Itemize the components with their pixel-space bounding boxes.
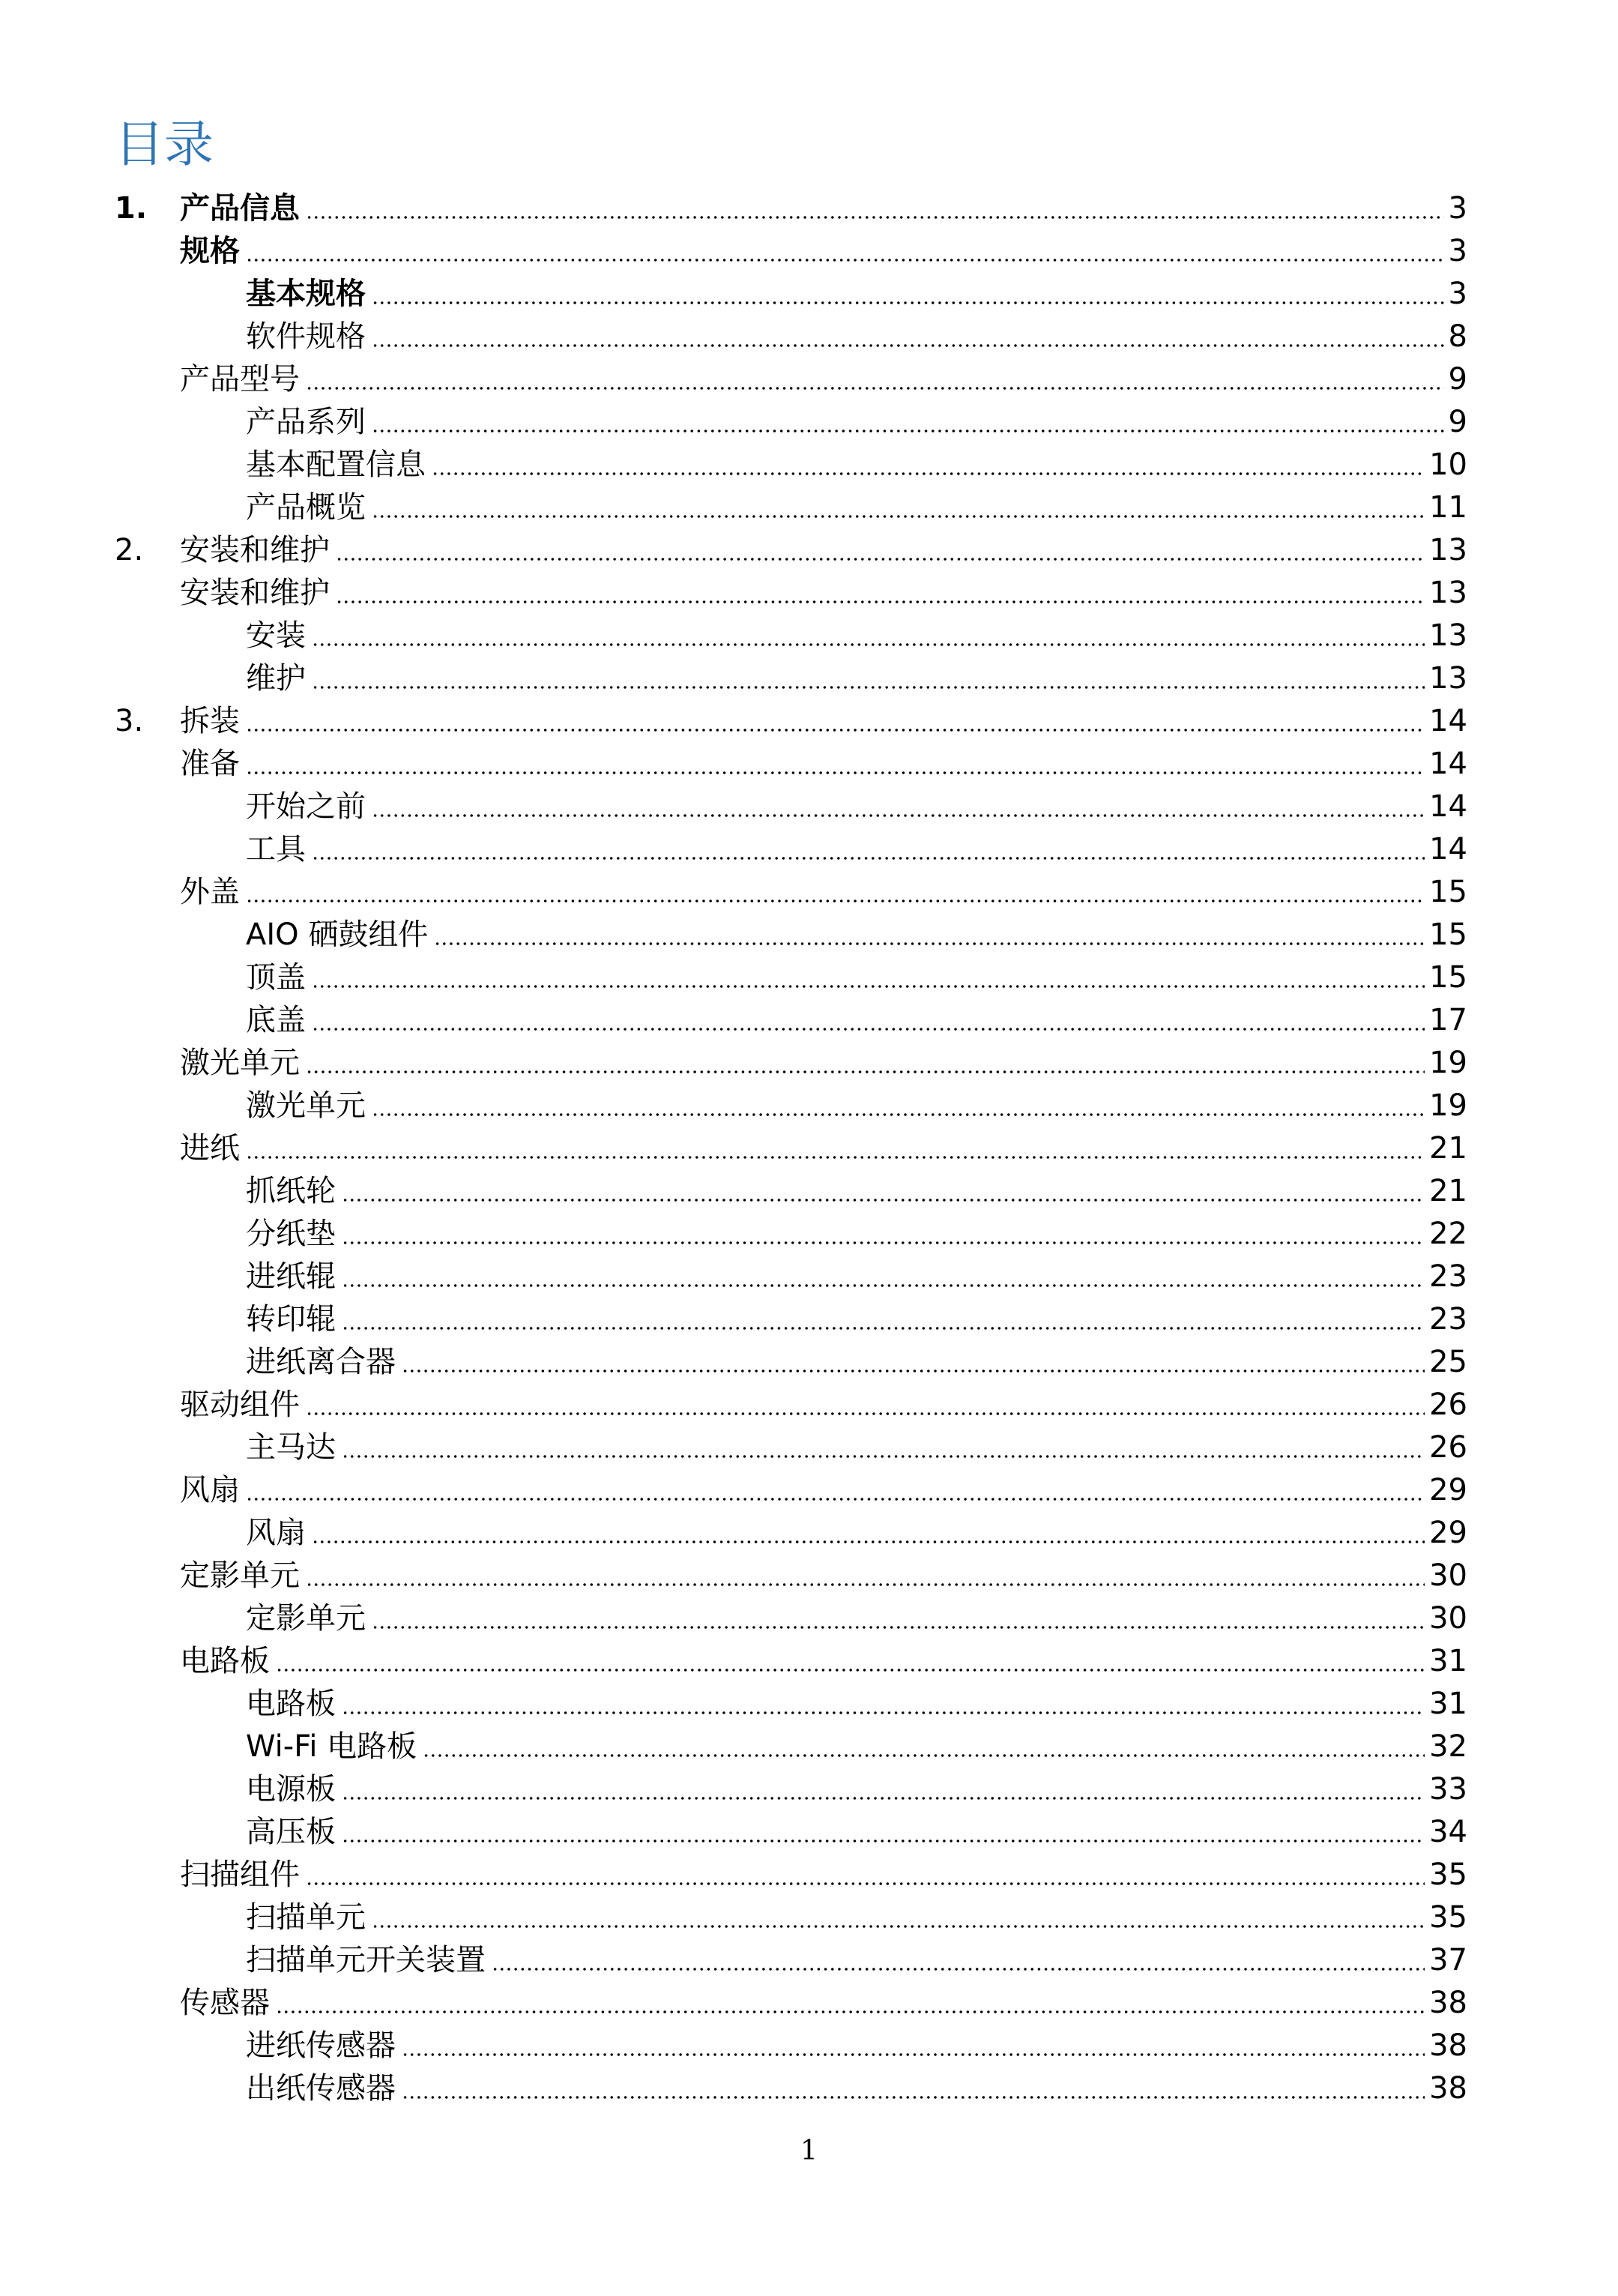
dot-leader [246,259,1444,262]
dot-leader [306,1412,1425,1415]
dot-leader [312,686,1425,689]
dot-leader [342,1797,1425,1800]
toc-entry-title: 转印辊 [246,1302,336,1337]
toc-entry-title: 定影单元 [180,1558,300,1593]
toc-entry[interactable] [115,1039,1467,1082]
toc-entry-title: 拆装 [180,704,240,738]
toc-entry[interactable] [115,1423,1467,1466]
toc-entry-title: 安装和维护 [180,533,330,567]
dot-leader [312,643,1425,646]
toc-entry-title: 基本配置信息 [246,448,426,482]
toc-entry[interactable] [115,1295,1467,1338]
toc-entry[interactable] [115,1765,1467,1808]
dot-leader [372,1925,1425,1928]
toc-entry-title: 工具 [246,832,306,867]
dot-leader [342,1327,1425,1330]
toc-entry-page: 32 [1429,1729,1467,1764]
page-title: 目录 [115,115,214,173]
toc-entry-page: 10 [1429,448,1467,482]
toc-entry-page: 14 [1429,747,1467,781]
toc-entry-page: 23 [1429,1302,1467,1337]
dot-leader [423,1754,1425,1757]
toc-entry-title: 扫描单元开关装置 [246,1943,486,1977]
toc-entry-title: Wi-Fi 电路板 [246,1729,417,1764]
toc-entry[interactable] [115,1381,1467,1423]
toc-entry-page: 19 [1429,1088,1467,1123]
dot-leader [372,344,1444,347]
dot-leader [372,430,1444,433]
toc-entry[interactable] [115,1210,1467,1253]
toc-entry-page: 21 [1429,1131,1467,1166]
toc-entry-page: 38 [1429,1986,1467,2020]
toc-entry-title: 电源板 [246,1772,336,1807]
toc-entry[interactable] [115,654,1467,697]
toc-entry-page: 30 [1429,1601,1467,1636]
toc-entry-title: 顶盖 [246,960,306,995]
dot-leader [342,1455,1425,1458]
toc-entry-page: 34 [1429,1815,1467,1849]
table-of-contents [115,184,1467,2107]
toc-entry[interactable] [115,184,1467,227]
dot-leader [306,387,1444,390]
toc-entry[interactable] [115,612,1467,654]
toc-entry[interactable] [115,1338,1467,1381]
toc-entry[interactable] [115,1509,1467,1552]
dot-leader [312,857,1425,860]
toc-entry[interactable] [115,441,1467,483]
toc-entry-page: 33 [1429,1772,1467,1807]
toc-entry[interactable] [115,1552,1467,1594]
dot-leader [372,515,1425,518]
toc-entry[interactable] [115,2022,1467,2064]
toc-entry-page: 14 [1429,704,1467,738]
toc-entry[interactable] [115,1979,1467,2022]
toc-entry-title: 分纸垫 [246,1217,336,1251]
toc-entry-page: 3 [1448,191,1467,226]
toc-entry[interactable] [115,355,1467,398]
toc-entry[interactable] [115,911,1467,953]
dot-leader [306,1882,1425,1885]
toc-entry-number: 1. [115,191,148,226]
dot-leader [312,985,1425,988]
toc-entry[interactable] [115,313,1467,355]
toc-entry[interactable] [115,953,1467,996]
toc-entry-title: 产品信息 [180,191,300,226]
toc-entry[interactable] [115,398,1467,441]
toc-entry-title: 主马达 [246,1430,336,1465]
dot-leader [372,1113,1425,1116]
toc-entry-page: 29 [1429,1516,1467,1550]
toc-entry-title: 产品概览 [246,490,366,525]
toc-entry-title: 出纸传感器 [246,2071,396,2106]
dot-leader [342,1241,1425,1244]
dot-leader [402,2053,1425,2056]
toc-entry-title: 风扇 [180,1473,240,1507]
toc-entry-title: 安装 [246,618,306,653]
toc-entry-number: 3. [115,704,144,738]
toc-entry-title: 准备 [180,747,240,781]
toc-entry-page: 31 [1429,1687,1467,1721]
toc-entry-title: 进纸 [180,1131,240,1166]
toc-entry-page: 19 [1429,1046,1467,1080]
toc-entry[interactable] [115,1808,1467,1851]
toc-entry-page: 35 [1429,1857,1467,1892]
toc-entry[interactable] [115,740,1467,783]
toc-entry-title: 基本规格 [246,277,366,311]
toc-entry-page: 13 [1429,618,1467,653]
toc-entry-title: 激光单元 [180,1046,300,1080]
dot-leader [372,814,1425,817]
toc-entry[interactable] [115,1680,1467,1723]
toc-entry[interactable] [115,1936,1467,1979]
dot-leader [342,1284,1425,1287]
toc-entry[interactable] [115,1723,1467,1765]
toc-entry-title: 电路板 [246,1687,336,1721]
toc-entry-page: 11 [1429,490,1467,525]
dot-leader [246,729,1425,732]
toc-entry-title: 安装和维护 [180,576,330,610]
toc-entry[interactable] [115,825,1467,868]
toc-entry[interactable] [115,2064,1467,2107]
toc-entry-page: 25 [1429,1345,1467,1379]
toc-entry-page: 21 [1429,1174,1467,1208]
toc-entry[interactable] [115,569,1467,612]
toc-entry-title: 传感器 [180,1986,270,2020]
toc-entry-title: 电路板 [180,1644,270,1678]
toc-entry[interactable] [115,270,1467,313]
toc-entry-title: 高压板 [246,1815,336,1849]
dot-leader [342,1199,1425,1202]
toc-entry-title: 规格 [180,234,240,268]
toc-entry-page: 3 [1448,234,1467,268]
toc-entry-page: 9 [1448,405,1467,439]
toc-entry[interactable] [115,1637,1467,1680]
toc-entry-number: 2. [115,533,144,567]
dot-leader [342,1839,1425,1842]
toc-entry-title: 开始之前 [246,789,366,824]
toc-entry-page: 13 [1429,661,1467,696]
toc-entry-page: 13 [1429,533,1467,567]
toc-entry-page: 3 [1448,277,1467,311]
dot-leader [336,558,1425,561]
toc-entry-title: 抓纸轮 [246,1174,336,1208]
toc-entry-title: 软件规格 [246,319,366,354]
dot-leader [246,1156,1425,1159]
toc-entry-title: 维护 [246,661,306,696]
toc-entry-title: 产品型号 [180,362,300,397]
toc-entry-page: 13 [1429,576,1467,610]
dot-leader [372,1626,1425,1629]
toc-entry[interactable] [115,1253,1467,1295]
toc-entry-title: 扫描组件 [180,1857,300,1892]
dot-leader [372,301,1444,304]
dot-leader [276,2010,1425,2013]
dot-leader [434,942,1425,945]
toc-entry-title: 产品系列 [246,405,366,439]
dot-leader [246,1498,1425,1501]
toc-entry-title: 进纸传感器 [246,2028,396,2063]
toc-entry[interactable] [115,868,1467,911]
toc-entry[interactable] [115,1851,1467,1893]
toc-entry-title: 扫描单元 [246,1900,366,1935]
toc-entry-title: 定影单元 [246,1601,366,1636]
toc-entry-title: 驱动组件 [180,1387,300,1422]
toc-entry-page: 29 [1429,1473,1467,1507]
dot-leader [402,1370,1425,1373]
toc-entry[interactable] [115,783,1467,825]
toc-entry-page: 30 [1429,1558,1467,1593]
dot-leader [312,1028,1425,1031]
dot-leader [342,1711,1425,1714]
dot-leader [336,600,1425,603]
dot-leader [276,1669,1425,1672]
dot-leader [306,1583,1425,1586]
dot-leader [402,2096,1425,2099]
toc-entry-page: 23 [1429,1259,1467,1294]
toc-entry-page: 17 [1429,1003,1467,1037]
dot-leader [306,216,1444,219]
toc-entry-title: 进纸离合器 [246,1345,396,1379]
dot-leader [492,1968,1425,1971]
toc-entry-page: 38 [1429,2028,1467,2063]
toc-entry-title: 激光单元 [246,1088,366,1123]
dot-leader [432,472,1425,475]
toc-entry-page: 15 [1429,875,1467,909]
page-number: 1 [800,2136,818,2166]
dot-leader [306,1070,1425,1073]
toc-entry[interactable] [115,1594,1467,1637]
toc-entry[interactable] [115,996,1467,1039]
toc-entry-page: 26 [1429,1387,1467,1422]
toc-entry[interactable] [115,526,1467,569]
toc-entry-page: 15 [1429,918,1467,952]
toc-entry-page: 9 [1448,362,1467,397]
toc-entry[interactable] [115,227,1467,270]
toc-entry-title: 底盖 [246,1003,306,1037]
toc-entry[interactable] [115,1124,1467,1167]
toc-entry-page: 31 [1429,1644,1467,1678]
toc-entry-page: 38 [1429,2071,1467,2106]
toc-entry-title: AIO 硒鼓组件 [246,918,429,952]
toc-entry-title: 风扇 [246,1516,306,1550]
toc-entry-title: 外盖 [180,875,240,909]
toc-entry[interactable] [115,697,1467,740]
toc-entry[interactable] [115,1466,1467,1509]
toc-entry-page: 15 [1429,960,1467,995]
toc-entry-page: 35 [1429,1900,1467,1935]
toc-entry-page: 14 [1429,832,1467,867]
toc-entry[interactable] [115,1082,1467,1124]
dot-leader [246,771,1425,774]
dot-leader [246,900,1425,903]
toc-entry[interactable] [115,1167,1467,1210]
dot-leader [312,1540,1425,1543]
toc-entry-title: 进纸辊 [246,1259,336,1294]
toc-entry[interactable] [115,483,1467,526]
toc-entry-page: 22 [1429,1217,1467,1251]
toc-entry-page: 37 [1429,1943,1467,1977]
toc-entry-page: 26 [1429,1430,1467,1465]
toc-entry[interactable] [115,1893,1467,1936]
toc-entry-page: 8 [1448,319,1467,354]
toc-entry-page: 14 [1429,789,1467,824]
